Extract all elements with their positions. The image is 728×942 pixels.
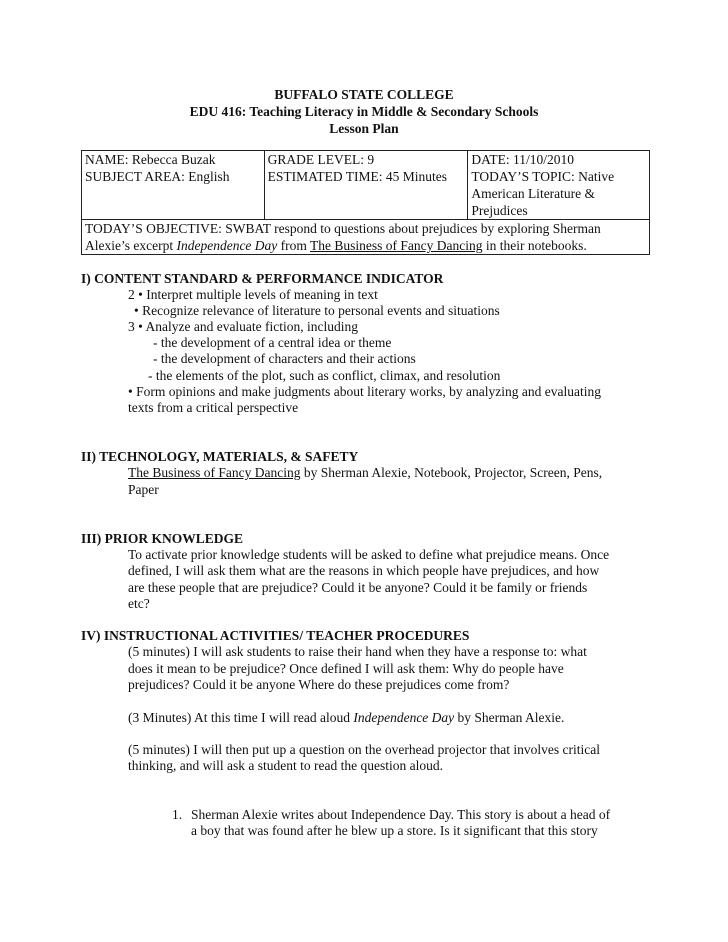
standard-line: 2 • Interpret multiple levels of meaning in text <box>128 287 378 302</box>
topic-line: Prejudices <box>471 203 528 218</box>
question-number: 1. <box>172 807 183 822</box>
question-line: Sherman Alexie writes about Independence Day. This story is about a head of <box>191 807 611 822</box>
prior-knowledge-line: are these people that are prejudice? Could it be anyone? Could it be family or friends <box>128 580 588 595</box>
prior-knowledge-line: defined, I will ask them what are the reasons in which people have prejudices, and how <box>128 563 600 578</box>
objective-book-title: The Business of Fancy Dancing <box>310 238 483 253</box>
course-title: EDU 416: Teaching Literacy in Middle & Secondary Schools <box>189 104 539 119</box>
activity-line: does it mean to be prejudice? Once defined I will ask them: Why do people have <box>128 661 564 676</box>
standard-line: 3 • Analyze and evaluate fiction, including <box>128 319 359 334</box>
activity-line: prejudices? Could it be anyone Where do these prejudices come from? <box>128 677 510 692</box>
section-title-prior-knowledge: III) PRIOR KNOWLEDGE <box>81 531 244 546</box>
topic-line: American Literature & <box>471 186 596 201</box>
materials-line <box>128 464 602 481</box>
standard-line: texts from a critical perspective <box>128 400 299 415</box>
activity-line <box>128 709 564 726</box>
activity-text: by Sherman Alexie. <box>454 710 565 725</box>
prior-knowledge-line: To activate prior knowledge students will be asked to define what prejudice means. Once <box>128 547 610 562</box>
subject-area-cell: SUBJECT AREA: English <box>82 168 265 220</box>
materials-text: by Sherman Alexie, Notebook, Projector, Screen, Pens, <box>300 465 603 480</box>
grade-level-cell: GRADE LEVEL: 9 <box>264 151 468 169</box>
question-line: a boy that was found after he blew up a store. Is it significant that this story <box>191 823 598 838</box>
date-cell: DATE: 11/10/2010 <box>468 151 650 169</box>
objective-line <box>85 237 646 254</box>
standard-line: • Form opinions and make judgments about literary works, by analyzing and evaluating <box>128 384 602 399</box>
objective-cell <box>82 220 650 255</box>
standard-line: - the elements of the plot, such as conflict, climax, and resolution <box>148 368 501 383</box>
lesson-info-table <box>81 150 650 255</box>
activity-story-title: Independence Day <box>353 710 455 725</box>
topic-line: TODAY’S TOPIC: Native <box>471 169 615 184</box>
section-title-technology: II) TECHNOLOGY, MATERIALS, & SAFETY <box>81 449 359 464</box>
activity-line: (5 minutes) I will ask students to raise their hand when they have a response to: what <box>128 644 587 659</box>
activity-text: (3 Minutes) At this time I will read aloud <box>128 710 354 725</box>
standard-line: - the development of characters and their actions <box>153 351 416 366</box>
document-type: Lesson Plan <box>329 121 399 136</box>
institution-name: BUFFALO STATE COLLEGE <box>274 87 454 102</box>
section-title-instructional-activities: IV) INSTRUCTIONAL ACTIVITIES/ TEACHER PROCEDURES <box>81 628 470 643</box>
activity-line: thinking, and will ask a student to read the question aloud. <box>128 758 443 773</box>
materials-line: Paper <box>128 482 159 497</box>
objective-text: from <box>277 238 311 253</box>
standard-line: • Recognize relevance of literature to personal events and situations <box>134 303 500 318</box>
objective-text: in their notebooks. <box>482 238 587 253</box>
estimated-time-cell: ESTIMATED TIME: 45 Minutes <box>264 168 468 220</box>
section-title-content-standard: I) CONTENT STANDARD & PERFORMANCE INDICATOR <box>81 271 444 286</box>
topic-cell <box>468 168 650 220</box>
name-cell: NAME: Rebecca Buzak <box>82 151 265 169</box>
objective-text: Alexie’s excerpt <box>85 238 177 253</box>
objective-line: TODAY’S OBJECTIVE: SWBAT respond to questions about prejudices by exploring Sherman <box>85 221 601 236</box>
standard-line: - the development of a central idea or theme <box>153 335 392 350</box>
objective-story-title: Independence Day <box>176 238 278 253</box>
document-header <box>0 86 728 137</box>
prior-knowledge-line: etc? <box>128 596 150 611</box>
materials-book-title: The Business of Fancy Dancing <box>128 465 301 480</box>
activity-line: (5 minutes) I will then put up a question on the overhead projector that involves critical <box>128 742 600 757</box>
